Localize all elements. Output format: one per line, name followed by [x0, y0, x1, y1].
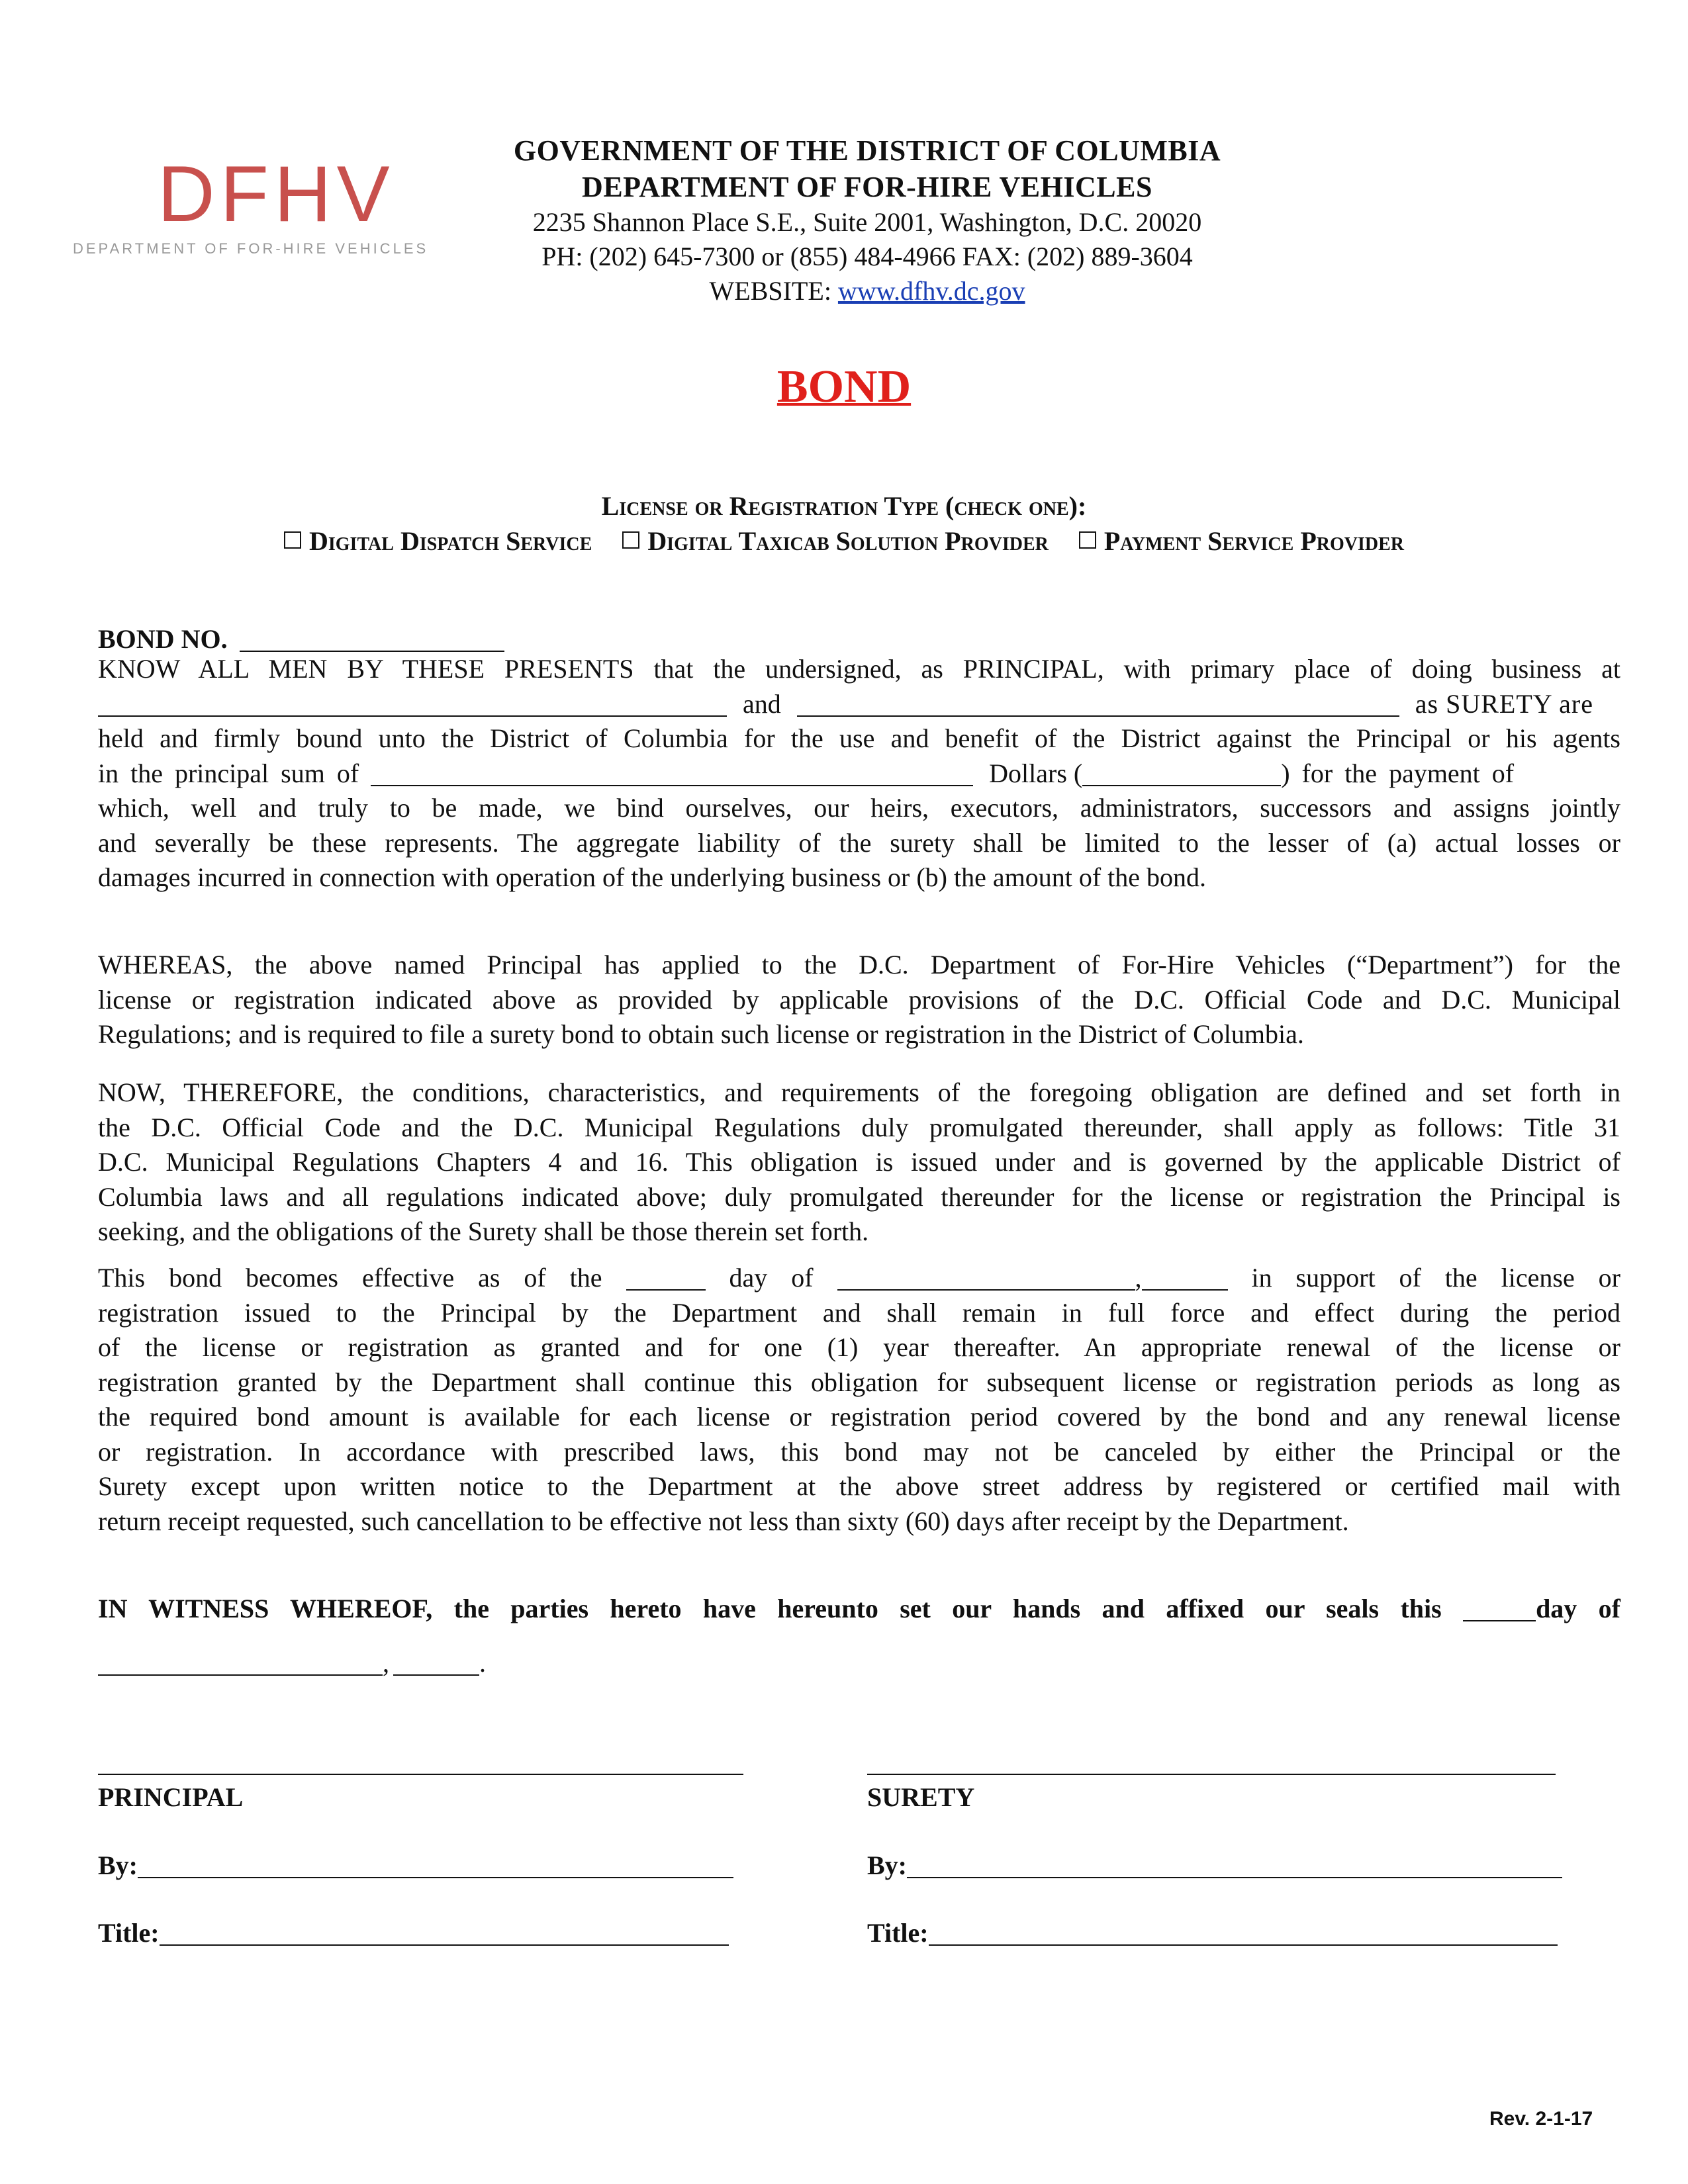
surety-title-row [867, 1916, 1558, 1950]
phone-fax: PH: (202) 645-7300 or (855) 484-4966 FAX: (202) 889-3604 [541, 242, 1193, 271]
text-as-surety: as SURETY are [1415, 688, 1593, 719]
checkbox-icon[interactable] [1079, 531, 1096, 549]
text-line: held and firmly bound unto the District of Columbia for the use and benefit of the District against the Principal or his agents [98, 723, 1620, 753]
text-line: damages incurred in connection with operation of the underlying business or (b) the amount of the bond. [98, 862, 1207, 892]
text-line: the D.C. Official Code and the D.C. Municipal Regulations duly promulgated thereunder, shall apply as follows: Title 31 [98, 1112, 1620, 1142]
witness-month-field[interactable] [98, 1651, 383, 1676]
text-line: KNOW ALL MEN BY THESE PRESENTS that the undersigned, as PRINCIPAL, with primary place of doing business at [98, 654, 1620, 684]
option-label: Digital Taxicab Solution Provider [647, 526, 1049, 556]
text-principal-sum: in the principal sum of [98, 758, 359, 788]
text-in-support: in support of the license or [1251, 1263, 1620, 1293]
text-payment-of: ) for the payment of [1281, 758, 1515, 788]
text-line: WHEREAS, the above named Principal has applied to the D.C. Department of For-Hire Vehicles (“Department”) for the [98, 950, 1620, 979]
text-day-of: day of [729, 1263, 814, 1293]
website-link[interactable]: www.dfhv.dc.gov [837, 276, 1025, 306]
bond-number-field[interactable] [240, 627, 504, 652]
text-line: Surety except upon written notice to the Department at the above street address by registered or certified mail with [98, 1471, 1620, 1501]
effective-year-field[interactable] [1142, 1265, 1228, 1291]
text-line: which, well and truly to be made, we bind ourselves, our heirs, executors, administrators, successors and assigns jointly [98, 793, 1620, 823]
checkbox-icon[interactable] [284, 531, 301, 549]
sum-amount-field[interactable] [1082, 761, 1281, 786]
paragraph-now-therefore [98, 1075, 1620, 1250]
surety-by-row [867, 1848, 1562, 1883]
effective-day-field[interactable] [626, 1265, 706, 1291]
text-effective: This bond becomes effective as of the [98, 1263, 602, 1293]
website [397, 274, 1337, 308]
sum-words-field[interactable] [371, 761, 973, 786]
revision-note: Rev. 2-1-17 [1489, 2108, 1593, 2130]
witness-day-field[interactable] [1463, 1596, 1536, 1621]
text-comma: , [383, 1648, 389, 1678]
witness-day-of: day of [1536, 1594, 1620, 1623]
text-line: license or registration indicated above as provided by applicable provisions of the D.C. Official Code and D.C. Municipal [98, 984, 1620, 1015]
logo-subtitle: DEPARTMENT OF FOR-HIRE VEHICLES [73, 240, 429, 257]
surety-label: SURETY [867, 1782, 975, 1812]
text-line: D.C. Municipal Regulations Chapters 4 and 16. This obligation is issued under and is governed by the applicable District of [98, 1147, 1620, 1177]
text-line: and severally be these represents. The aggregate liability of the surety shall be limited to the lesser of (a) actual losses or [98, 827, 1620, 858]
surety-name-field[interactable] [797, 692, 1399, 717]
text-line-parties [98, 687, 1620, 722]
paragraph-whereas [98, 948, 1620, 1052]
text-dollars: Dollars ( [989, 758, 1083, 788]
paragraph-know-all-men [98, 652, 1620, 895]
witness-year-field[interactable] [393, 1651, 479, 1676]
effective-month-year [837, 1263, 1228, 1293]
paragraph-effective [98, 1261, 1620, 1539]
bond-number-label: BOND NO. [98, 624, 228, 654]
text-line: Regulations; and is required to file a surety bond to obtain such license or registration in the District of Columbia. [98, 1019, 1304, 1049]
principal-address-field[interactable] [98, 692, 727, 717]
effective-month-field[interactable] [837, 1265, 1135, 1291]
witness-day [1463, 1594, 1620, 1623]
surety-signature-line[interactable] [867, 1774, 1556, 1775]
option-digital-taxicab[interactable] [622, 525, 1049, 558]
address: 2235 Shannon Place S.E., Suite 2001, Washington, D.C. 20020 [532, 207, 1202, 237]
text-and: and [743, 688, 781, 719]
title-label: Title: [867, 1918, 929, 1948]
witness-clause [98, 1592, 1620, 1680]
option-payment-service[interactable] [1079, 525, 1404, 558]
witness-line [98, 1592, 1620, 1626]
letterhead [397, 132, 1337, 308]
option-label: Payment Service Provider [1103, 526, 1404, 556]
dfhv-logo [73, 151, 430, 270]
website-label: WEBSITE: [709, 276, 838, 306]
document-title: BOND [776, 361, 912, 412]
department-name: DEPARTMENT OF FOR-HIRE VEHICLES [582, 171, 1152, 203]
text-line: of the license or registration as granted and for one (1) year thereafter. An appropriate renewal of the license or [98, 1332, 1620, 1362]
text-line: registration issued to the Principal by the Department and shall remain in full force and effect during the period [98, 1297, 1620, 1328]
text-line: or registration. In accordance with prescribed laws, this bond may not be canceled by either the Principal or the [98, 1436, 1620, 1467]
principal-label: PRINCIPAL [98, 1782, 244, 1812]
by-label: By: [98, 1850, 138, 1880]
witness-date-line [98, 1646, 1620, 1680]
text-line: the required bond amount is available for each license or registration period covered by the bond and any renewal license [98, 1402, 1620, 1432]
text-line: seeking, and the obligations of the Surety shall be those therein set forth. [98, 1216, 869, 1246]
text-line-effective-date [98, 1261, 1620, 1296]
principal-by-row [98, 1848, 733, 1883]
checkbox-icon[interactable] [622, 531, 639, 549]
text-line: registration granted by the Department shall continue this obligation for subsequent license or registration periods as long as [98, 1367, 1620, 1397]
surety-by-field[interactable] [907, 1853, 1562, 1878]
option-label: Digital Dispatch Service [308, 526, 592, 556]
principal-title-row [98, 1916, 729, 1950]
text-comma: , [1135, 1263, 1142, 1293]
text-line-sum [98, 756, 1620, 792]
option-digital-dispatch[interactable] [284, 525, 592, 558]
witness-text: IN WITNESS WHEREOF, the parties hereto have hereunto set our hands and affixed our seals this [98, 1594, 1442, 1623]
text-period: . [479, 1648, 486, 1678]
by-label: By: [867, 1850, 907, 1880]
principal-title-field[interactable] [160, 1921, 729, 1946]
surety-title-field[interactable] [929, 1921, 1558, 1946]
text-line: Columbia laws and all regulations indicated above; duly promulgated thereunder for the license or registration the Principal is [98, 1181, 1620, 1212]
text-line: NOW, THEREFORE, the conditions, characteristics, and requirements of the foregoing obligation are defined and set forth in [98, 1077, 1620, 1107]
principal-signature-line[interactable] [98, 1774, 743, 1775]
license-type-heading: License or Registration Type (check one): [601, 491, 1087, 521]
text-line: return receipt requested, such cancellation to be effective not less than sixty (60) days after receipt by the Department. [98, 1506, 1349, 1536]
principal-by-field[interactable] [138, 1853, 733, 1878]
license-type-options [0, 525, 1688, 558]
title-label: Title: [98, 1918, 160, 1948]
government-name: GOVERNMENT OF THE DISTRICT OF COLUMBIA [513, 134, 1221, 167]
logo-mark: DFHV [158, 150, 395, 238]
